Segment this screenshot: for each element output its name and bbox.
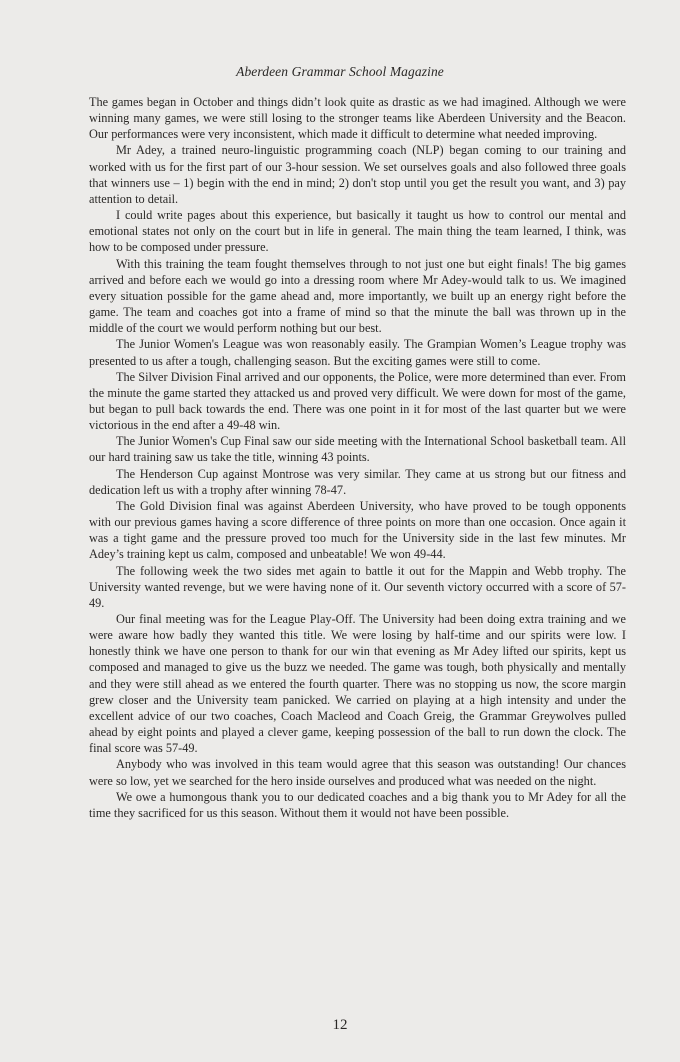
running-header: Aberdeen Grammar School Magazine xyxy=(236,64,444,79)
paragraph: The Junior Women's Cup Final saw our side meeting with the International School basketball team. All our hard training saw us take the title, winning 43 points. xyxy=(89,434,626,465)
paragraph: Anybody who was involved in this team would agree that this season was outstanding! Our chances were so low, yet we searched for the hero inside ourselves and produced what was needed on the night. xyxy=(89,757,626,788)
paragraph: The Gold Division final was against Aberdeen University, who have proved to be tough opponents with our previous games having a score difference of three points on more than one occasion. Once again it was a tight game and the pressure proved too much for the University side in the last few minutes. Mr Adey’s training kept us calm, composed and unbeatable! We won 49-44. xyxy=(89,498,626,562)
page-number: 12 xyxy=(332,1017,348,1033)
paragraph: We owe a humongous thank you to our dedicated coaches and a big thank you to Mr Adey for all the time they sacrificed for us this season. Without them it would not have been possible. xyxy=(89,789,626,820)
paragraph: The games began in October and things didn’t look quite as drastic as we had imagined. Although we were winning many games, we were still losing to the stronger teams like Aberdeen University and the Beacon. Our performances were very inconsistent, which made it difficult to determine what needed improving. xyxy=(89,95,626,142)
article-body xyxy=(89,94,626,821)
paragraph: The Henderson Cup against Montrose was very similar. They came at us strong but our fitness and dedication left us with a trophy after winning 78-47. xyxy=(89,466,626,497)
paragraph: With this training the team fought themselves through to not just one but eight finals! The big games arrived and before each we would go into a dressing room where Mr Adey-would talk to us. We imagined every situation possible for the game ahead and, more importantly, we built up an energy right before the game. The team and coaches got into a frame of mind so that the minute the ball was thrown up in the middle of the court we would perform nothing but our best. xyxy=(89,256,626,336)
paragraph: The Junior Women's League was won reasonably easily. The Grampian Women’s League trophy was presented to us after a tough, challenging season. But the exciting games were still to come. xyxy=(89,337,626,368)
paragraph: The following week the two sides met again to battle it out for the Mappin and Webb trophy. The University wanted revenge, but we were having none of it. Our seventh victory occurred with a score of 57-49. xyxy=(89,563,626,610)
paragraph: I could write pages about this experience, but basically it taught us how to control our mental and emotional states not only on the court but in life in general. The main thing the team learned, I think, was how to be composed under pressure. xyxy=(89,208,626,255)
paragraph: Our final meeting was for the League Play-Off. The University had been doing extra training and we were aware how badly they wanted this title. We were losing by half-time and our spirits were low. I honestly think we have one person to thank for our win that evening as Mr Adey lifted our spirits, kept us composed and managed to give us the buzz we needed. The game was tough, both physically and mentally and they were still ahead as we entered the fourth quarter. There was no stopping us now, the score margin grew closer and the University team panicked. We carried on playing at a high intensity and under the excellent advice of our two coaches, Coach Macleod and Coach Greig, the Grammar Greywolves pulled ahead by eight points and played a clever game, keeping possession of the ball to run down the clock. The final score was 57-49. xyxy=(89,612,626,756)
paragraph: The Silver Division Final arrived and our opponents, the Police, were more determined than ever. From the minute the game started they attacked us and proved very difficult. We were down for most of the game, but began to pull back towards the end. There was one point in it for most of the last quarter but we were victorious in the end after a 49-48 win. xyxy=(89,369,626,433)
paragraph: Mr Adey, a trained neuro-linguistic programming coach (NLP) began coming to our training and worked with us for the first part of our 3-hour session. We set ourselves goals and also followed three goals that winners use – 1) begin with the end in mind; 2) don't stop until you get the result you want, and 3) pay attention to detail. xyxy=(89,143,626,206)
